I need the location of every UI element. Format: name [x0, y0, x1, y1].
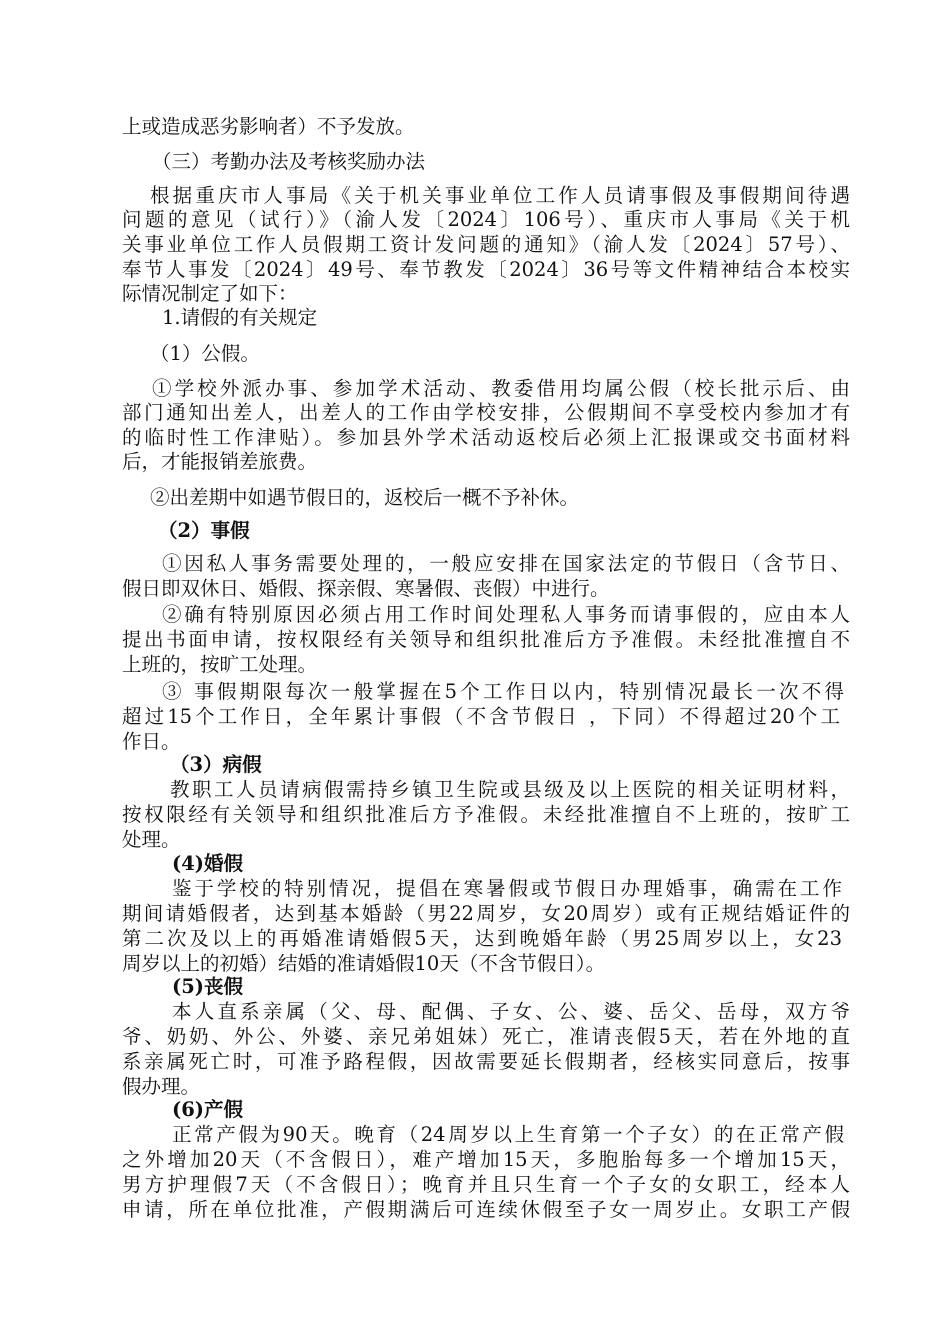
text-line: 奉节人事发〔2024〕49号、奉节教发〔2024〕36号等文件精神结合本校实: [122, 258, 850, 281]
text-line: 正常产假为90天。晚育（24周岁以上生育第一个子女）的在正常产假: [172, 1123, 844, 1146]
text-line: 的临时性工作津贴）。参加县外学术活动返校后必须上汇报课或交书面材料: [122, 426, 850, 449]
text-line: 系亲属死亡时，可准予路程假，因故需要延长假期者，经核实同意后，按事: [122, 1050, 850, 1073]
text-line: 根据重庆市人事局《关于机关事业单位工作人员请事假及事假期间待遇: [150, 184, 850, 207]
item-heading: （3）病假: [170, 753, 262, 776]
text-line: ①因私人事务需要处理的，一般应安排在国家法定的节假日（含节日、: [162, 552, 850, 575]
text-line: 爷、奶奶、外公、外婆、亲兄弟姐妹）死亡，准请丧假5天，若在外地的直: [122, 1025, 850, 1048]
text-line: 本人直系亲属（父、母、配偶、子女、公、婆、岳父、岳母，双方爷: [172, 1000, 850, 1023]
text-line: 第二次及以上的再婚准请婚假5天，达到晚婚年龄（男25周岁以上，女23: [122, 927, 842, 950]
text-line: 假日即双休日、婚假、探亲假、寒暑假、丧假）中进行。: [122, 577, 610, 600]
subsection-heading: 1.请假的有关规定: [162, 306, 318, 329]
text-line: 问题的意见（试行）》（渝人发〔2024〕106号）、重庆市人事局《关于机: [122, 208, 850, 231]
section-heading: （三）考勤办法及考核奖励办法: [152, 150, 426, 173]
text-line: 部门通知出差人，出差人的工作由学校安排，公假期间不享受校内参加才有: [122, 401, 850, 424]
item-heading: (5)丧假: [172, 975, 244, 998]
text-line: 作日。: [122, 730, 181, 753]
text-line: ②出差期中如遇节假日的，返校后一概不予补休。: [150, 486, 580, 509]
text-line: 按权限经有关领导和组织批准后方予准假。未经批准擅自不上班的，按旷工: [122, 803, 850, 826]
text-line: 周岁以上的初婚）结婚的准请婚假10天（不含节假日）。: [122, 952, 606, 975]
item-heading: (6)产假: [172, 1098, 244, 1121]
text-line: 处理。: [122, 828, 181, 851]
text-line: 关事业单位工作人员假期工资计发问题的通知》（渝人发〔2024〕57号）、: [122, 233, 850, 256]
text-line: 上班的，按旷工处理。: [122, 653, 318, 676]
text-line: 超过15个工作日，全年累计事假（不含节假日 ，下同）不得超过20个工: [122, 705, 840, 728]
item-heading: （2）事假: [158, 519, 250, 542]
text-line: 提出书面申请，按权限经有关领导和组织批准后方予准假。未经批准擅自不: [122, 628, 850, 651]
text-line: 男方护理假7天（不含假日）；晚育并且只生育一个子女的女职工，经本人: [122, 1173, 850, 1196]
text-line: 际情况制定了如下：: [122, 282, 298, 305]
text-line: 假办理。: [122, 1075, 201, 1098]
item-heading: （1）公假。: [150, 342, 260, 365]
item-heading: (4)婚假: [172, 852, 244, 875]
text-line: ①学校外派办事、参加学术活动、教委借用均属公假（校长批示后、由: [152, 377, 850, 400]
text-line: 申请，所在单位批准，产假期满后可连续休假至子女一周岁止。女职工产假: [122, 1198, 850, 1221]
text-line: 期间请婚假者，达到基本婚龄（男22周岁，女20周岁）或有正规结婚证件的: [122, 902, 850, 925]
text-line: 之外增加20天（不含假日），难产增加15天，多胞胎每多一个增加15天，: [122, 1148, 850, 1171]
text-line: ②确有特别原因必须占用工作时间处理私人事务而请事假的，应由本人: [162, 603, 850, 626]
text-line: 后，才能报销差旅费。: [122, 450, 318, 473]
text-line: ③ 事假期限每次一般掌握在5个工作日以内，特别情况最长一次不得: [162, 680, 844, 703]
text-line: 上或造成恶劣影响者）不予发放。: [122, 115, 415, 138]
text-line: 教职工人员请病假需持乡镇卫生院或县级及以上医院的相关证明材料，: [170, 778, 850, 801]
text-line: 鉴于学校的特别情况，提倡在寒暑假或节假日办理婚事，确需在工作: [172, 877, 842, 900]
